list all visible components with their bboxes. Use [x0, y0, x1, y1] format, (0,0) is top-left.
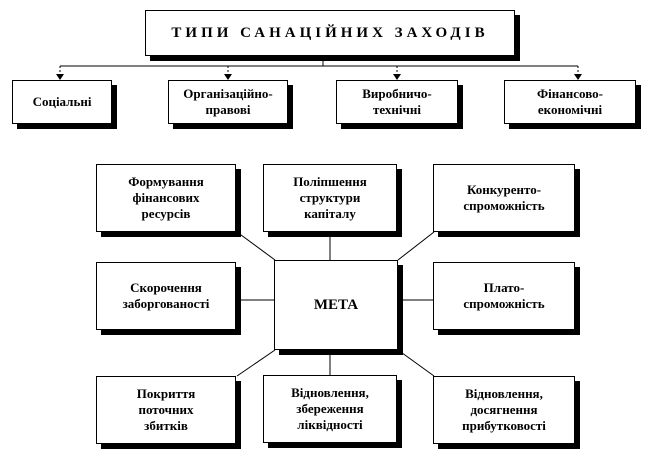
- type-org-legal: [168, 80, 288, 124]
- type-org-legal-label: Організаційно- правові: [183, 86, 273, 117]
- type-production: [336, 80, 458, 124]
- goal-bottom-left-label: Покриття поточних збитків: [136, 386, 196, 433]
- goal-top-right: [433, 164, 575, 232]
- goal-center: [274, 260, 398, 350]
- goal-mid-right-label: Плато- спроможність: [463, 280, 545, 311]
- goal-mid-left-label: Скорочення заборгованості: [122, 280, 210, 311]
- goal-bottom-center-label: Відновлення, збереження ліквідності: [291, 385, 369, 432]
- link-top-right: [398, 232, 434, 260]
- title-text: ТИПИ САНАЦІЙНИХ ЗАХОДІВ: [171, 25, 489, 41]
- goal-bottom-left: [96, 376, 236, 444]
- link-bottom-left: [237, 350, 275, 376]
- link-bottom-right: [398, 350, 434, 376]
- goal-top-left-label: Формування фінансових ресурсів: [128, 174, 204, 221]
- type-finance: [504, 80, 636, 124]
- goal-mid-right: [433, 262, 575, 330]
- title-box: [145, 10, 515, 56]
- type-production-label: Виробничо- технічні: [362, 86, 432, 117]
- goal-top-right-label: Конкуренто- спроможність: [463, 182, 545, 213]
- type-social: [12, 80, 112, 124]
- goal-top-left: [96, 164, 236, 232]
- type-finance-label: Фінансово- економічні: [537, 86, 603, 117]
- goal-mid-left: [96, 262, 236, 330]
- goal-bottom-right-label: Відновлення, досягнення прибутковості: [462, 386, 546, 433]
- goal-bottom-center: [263, 375, 397, 443]
- goal-center-label: МЕТА: [313, 297, 359, 313]
- goal-bottom-right: [433, 376, 575, 444]
- goal-top-center-label: Поліпшення структури капіталу: [293, 174, 367, 221]
- type-social-label: Соціальні: [32, 94, 92, 109]
- goal-top-center: [263, 164, 397, 232]
- link-top-left: [237, 232, 275, 260]
